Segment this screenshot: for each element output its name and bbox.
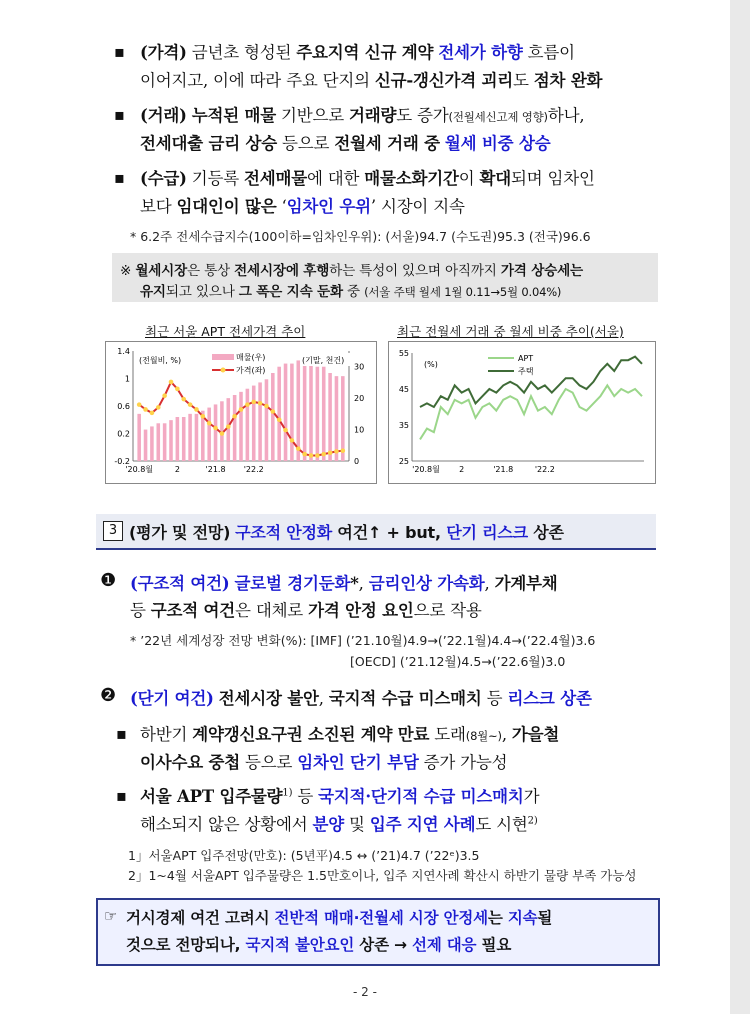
text-run: 기등록 xyxy=(186,169,245,188)
footnote-2: 2」1~4월 서울APT 입주물량은 1.5만호이나, 입주 지연사례 확산시 하반기 물량 부족 가능성 xyxy=(128,868,637,883)
chart1-price-point xyxy=(271,409,276,414)
chart1-bar xyxy=(271,373,275,461)
chart1-bar xyxy=(303,360,307,461)
text-run: 선제 대응 xyxy=(412,936,477,954)
text-run: 금리인상 가속화 xyxy=(368,574,485,593)
text-run: , xyxy=(484,574,495,593)
text-run: ※ xyxy=(120,263,136,279)
text-run: 전세가 하향 xyxy=(438,43,523,62)
chart1-bar xyxy=(188,414,192,461)
text-run: (서울 주택 월세 1월 0.11→5월 0.04%) xyxy=(364,285,562,299)
text-run: 기반으로 xyxy=(276,106,350,125)
text-run: 도 시현 xyxy=(475,815,528,834)
text-run: 신규-갱신가격 괴리 xyxy=(374,71,513,90)
text-run: 임대인이 많은 xyxy=(176,197,277,216)
chart1-bar xyxy=(258,382,262,461)
text-run: 전세매물 xyxy=(244,169,307,188)
text-run: 누적된 매물 xyxy=(191,106,276,125)
text-run: 거시경제 여건 고려시 xyxy=(126,909,275,927)
chart1-bar xyxy=(195,414,199,461)
chart2-title: 최근 전월세 거래 중 월세 비중 추이(서울) xyxy=(397,324,624,339)
item2-sub1-line2 xyxy=(140,749,507,773)
chart1-bar xyxy=(341,376,345,461)
text-run: 으로 작용 xyxy=(413,601,482,620)
chart1-price-point xyxy=(232,414,237,419)
text-run: 전세시장에 후행 xyxy=(234,263,330,279)
text-run: 중 xyxy=(342,284,365,300)
chart1-price-point xyxy=(162,393,167,398)
note-box-line2 xyxy=(140,280,561,300)
chart1-bar xyxy=(144,430,148,461)
text-run: 상존 → xyxy=(354,936,413,954)
chart1-bar xyxy=(335,376,339,461)
text-run: 하는 특성이 있으며 아직까지 xyxy=(329,263,501,279)
text-run: 등 xyxy=(292,787,319,806)
bullet-price-line2 xyxy=(140,67,602,91)
text-run: 전반적 매매·전월세 시장 안정세 xyxy=(274,909,488,927)
text-run: 보다 xyxy=(140,197,177,216)
text-run: 필요 xyxy=(476,936,512,954)
text-run: (구조적 여건) xyxy=(130,574,230,593)
text-run: (거래) xyxy=(140,106,187,125)
chart1-legend-line: 가격(좌) xyxy=(236,366,266,375)
note-box-line1 xyxy=(120,259,583,279)
chart1-price-point xyxy=(258,401,263,406)
text-run: 서울 APT 입주물량 xyxy=(140,787,283,806)
chart1-bar xyxy=(150,426,154,461)
chart1-y-left-tick: 0.2 xyxy=(117,429,130,439)
chart1-price-point xyxy=(181,397,186,402)
bullet-price-line1 xyxy=(140,39,575,63)
text-run: 되며 임차인 xyxy=(511,169,595,188)
chart1-price-point xyxy=(341,448,346,453)
chart1-jeonse-price xyxy=(105,341,377,484)
bullet-marker: ▪ xyxy=(114,105,125,124)
text-run: 은 대체로 xyxy=(235,601,309,620)
bullet-supply-line2 xyxy=(140,193,465,217)
text-run: , xyxy=(358,574,369,593)
chart1-price-point xyxy=(137,402,142,407)
chart1-bar xyxy=(176,417,180,461)
section3-number: 3 xyxy=(103,521,123,541)
chart1-price-point xyxy=(277,417,282,422)
chart1-price-point xyxy=(169,380,174,385)
item2-marker: ❷ xyxy=(100,685,117,706)
text-run: 단기 리스크 xyxy=(446,523,528,542)
text-run: 리스크 상존 xyxy=(507,689,592,708)
chart1-bar xyxy=(316,367,320,461)
text-run: 매물소화기간 xyxy=(364,169,459,188)
chart1-price-point xyxy=(334,449,339,454)
text-run: 하나, xyxy=(547,106,585,125)
chart2-monthly-rent-share xyxy=(388,341,656,484)
chart1-price-point xyxy=(220,431,225,436)
chart2-x-tick: '21.8 xyxy=(493,465,514,474)
text-run: (8월~) xyxy=(465,729,502,743)
chart1-y-left-tick: 1 xyxy=(124,374,130,384)
text-run: 월세 비중 상승 xyxy=(444,134,551,153)
chart1-bar xyxy=(226,398,230,461)
text-run: 입주 지연 사례 xyxy=(369,815,476,834)
item1-growth-note: * ’22년 세계성장 전망 변화(%): [IMF] (’21.10월)4.9→(’22.1월)4.4→(’22.4월)3.6 xyxy=(130,633,596,648)
chart1-price-point xyxy=(315,453,320,458)
text-run: 에 대한 xyxy=(306,169,365,188)
item2-sub2-line1 xyxy=(140,783,539,807)
text-run: 계약갱신요구권 소진된 계약 만료 xyxy=(192,725,430,744)
chart1-y-right-tick: 0 xyxy=(354,457,360,466)
chart1-price-point xyxy=(264,404,269,409)
text-run: 이어지고, 이에 따라 주요 단지의 xyxy=(140,71,375,90)
text-run: 이사수요 중첩 xyxy=(140,753,240,772)
chart1-price-point xyxy=(251,400,256,405)
chart1-y-left-tick: 1.4 xyxy=(117,347,130,356)
chart1-x-tick: '20.8월 xyxy=(125,465,154,474)
text-run: 도 증가 xyxy=(396,106,449,125)
text-run: 월세시장 xyxy=(135,263,188,279)
text-run: 확대 xyxy=(479,169,512,188)
chart1-price-point xyxy=(328,450,333,455)
chart2-x-tick: '22.2 xyxy=(534,465,555,474)
chart1-x-tick: '21.8 xyxy=(205,465,226,474)
bullet-supply-line1 xyxy=(140,165,595,189)
text-run: , xyxy=(318,689,329,708)
chart1-y-left-tick: 0.6 xyxy=(117,402,130,411)
text-run: 되고 있으나 xyxy=(165,284,239,300)
chart1-price-point xyxy=(188,402,193,407)
chart1-y-left-tick: -0.2 xyxy=(114,457,130,466)
text-run: 국지적 불안요인 xyxy=(245,936,355,954)
text-run: 유지 xyxy=(140,284,166,300)
text-run: 여건↑ + but, xyxy=(332,523,447,542)
bullet-transaction-line1 xyxy=(140,102,584,126)
bullet-marker: ▪ xyxy=(114,42,125,61)
text-run: 가계부채 xyxy=(494,574,558,593)
text-run: 도래 xyxy=(429,725,466,744)
text-run: 등으로 xyxy=(277,134,335,153)
text-run: 등 xyxy=(130,601,151,620)
text-run: 주요지역 신규 계약 xyxy=(296,43,434,62)
text-run: (가격) xyxy=(140,43,187,62)
text-run: 전월세 거래 중 xyxy=(334,134,440,153)
text-run: 구조적 여건 xyxy=(150,601,236,620)
conclusion-line1 xyxy=(126,906,552,928)
text-run: 임차인 우위 xyxy=(286,197,371,216)
bullet-transaction-line2 xyxy=(140,130,550,154)
chart2-y-tick: 45 xyxy=(398,385,409,394)
supply-index-note: * 6.2주 전세수급지수(100이하=임차인우위): (서울)94.7 (수도권)95.3 (전국)96.6 xyxy=(130,229,591,244)
text-run: ’ 시장이 지속 xyxy=(370,197,465,216)
chart1-price-point xyxy=(175,387,180,392)
chart1-price-point xyxy=(309,453,314,458)
chart1-price-point xyxy=(302,452,307,457)
text-run: 국지적 수급 미스매치 xyxy=(328,689,482,708)
text-run: 임차인 단기 부담 xyxy=(297,753,419,772)
chart1-unit-right: (기말, 천건) xyxy=(302,356,345,365)
text-run: * xyxy=(350,574,359,593)
text-run: 분양 xyxy=(312,815,345,834)
text-run: 그 폭은 지속 둔화 xyxy=(238,284,343,300)
text-run: 하반기 xyxy=(140,725,193,744)
text-run: (전월세신고제 영향) xyxy=(448,110,548,124)
chart2-y-tick: 35 xyxy=(398,421,409,430)
text-run: 1) xyxy=(282,787,293,799)
text-run: 점차 완화 xyxy=(533,71,603,90)
bullet-marker: ▪ xyxy=(116,786,127,805)
chart1-price-point xyxy=(156,405,161,410)
text-run: 흐름이 xyxy=(522,43,575,62)
chart1-bar xyxy=(182,417,186,461)
text-run: 국지적·단기적 수급 미스매치 xyxy=(318,787,524,806)
item2-sub2-line2 xyxy=(140,811,538,835)
chart1-bar xyxy=(252,386,256,461)
viewer-background xyxy=(730,0,750,1014)
text-run: 가격 상승세는 xyxy=(500,263,583,279)
chart1-y-right-tick: 10 xyxy=(354,425,365,435)
chart1-bar xyxy=(284,364,288,461)
bullet-marker: ▪ xyxy=(114,168,125,187)
chart1-legend-bar-swatch xyxy=(212,354,234,360)
chart1-bar xyxy=(322,367,326,461)
chart1-price-point xyxy=(245,402,250,407)
chart1-y-right-tick: 20 xyxy=(354,394,365,404)
text-run: 등으로 xyxy=(239,753,298,772)
chart1-legend-line-marker xyxy=(221,368,226,373)
chart1-bar xyxy=(156,423,160,461)
chart1-price-point xyxy=(296,446,301,451)
text-run: 는 xyxy=(487,909,508,927)
text-run: 구조적 안정화 xyxy=(235,523,333,542)
text-run: ‘ xyxy=(276,197,287,216)
chart1-title: 최근 서울 APT 전세가격 추이 xyxy=(145,324,306,339)
text-run: 가 xyxy=(523,787,540,806)
chart1-bar xyxy=(214,404,218,461)
chart1-bar xyxy=(290,364,294,461)
chart1-price-point xyxy=(213,426,218,431)
text-run: 지속 xyxy=(507,909,538,927)
chart2-legend-house: 주택 xyxy=(518,367,534,376)
item1-line2 xyxy=(130,597,482,621)
chart1-price-point xyxy=(239,407,244,412)
chart1-price-point xyxy=(207,421,212,426)
chart2-legend-apt: APT xyxy=(518,354,534,363)
chart2-x-tick: 2 xyxy=(459,465,465,474)
chart1-x-tick: 2 xyxy=(174,465,180,474)
text-run: 가격 안정 요인 xyxy=(308,601,414,620)
chart1-bar xyxy=(207,408,211,461)
chart1-price-point xyxy=(150,411,155,416)
pointing-hand-icon: ☞ xyxy=(104,907,118,925)
chart1-bar xyxy=(233,395,237,461)
conclusion-line2 xyxy=(126,933,511,955)
item1-oecd-note: [OECD] (’21.12월)4.5→(’22.6월)3.0 xyxy=(350,654,566,669)
item2-sub1-line1 xyxy=(140,721,559,745)
chart1-y-right-tick: 30 xyxy=(354,362,365,372)
chart2-unit: (%) xyxy=(424,360,438,369)
text-run: 글로벌 경기둔화 xyxy=(234,574,351,593)
chart1-price-point xyxy=(201,414,206,419)
chart1-price-point xyxy=(290,438,295,443)
text-run: 이 xyxy=(458,169,480,188)
chart1-bar xyxy=(137,414,141,461)
chart1-bar xyxy=(309,364,313,461)
chart1-unit-left: (전월비, %) xyxy=(139,356,182,365)
text-run: (수급) xyxy=(140,169,187,188)
chart1-bar xyxy=(328,373,332,461)
text-run: 것으로 전망되나, xyxy=(126,936,246,954)
text-run: 증가 가능성 xyxy=(418,753,508,772)
text-run: 가을철 xyxy=(511,725,560,744)
text-run: 및 xyxy=(344,815,370,834)
chart1-bar xyxy=(277,367,281,461)
page-number: - 2 - xyxy=(353,985,377,999)
item1-line1 xyxy=(130,570,558,594)
chart2-x-tick: '20.8월 xyxy=(412,465,440,474)
chart2-y-tick: 55 xyxy=(398,349,409,358)
item1-marker: ❶ xyxy=(100,570,117,591)
chart1-price-point xyxy=(226,424,231,429)
footnote-1: 1」서울APT 입주전망(만호): (5년平)4.5 ↔ (’21)4.7 (’22ᵉ)3.5 xyxy=(128,848,480,863)
chart1-legend-bar: 매물(우) xyxy=(236,353,266,362)
text-run: 거래량 xyxy=(349,106,397,125)
chart1-price-point xyxy=(321,452,326,457)
text-run: 전세대출 금리 상승 xyxy=(140,134,278,153)
text-run: , xyxy=(501,725,512,744)
chart1-bar xyxy=(163,423,167,461)
section3-title xyxy=(129,520,564,543)
text-run: 도 xyxy=(513,71,534,90)
chart1-bar xyxy=(246,389,250,461)
chart1-x-tick: '22.2 xyxy=(243,465,264,474)
text-run: 금년초 형성된 xyxy=(186,43,297,62)
text-run: 은 통상 xyxy=(187,263,235,279)
text-run: 등 xyxy=(481,689,508,708)
item2-line1 xyxy=(130,685,592,709)
text-run: 상존 xyxy=(527,523,564,542)
text-run: (평가 및 전망) xyxy=(129,523,231,542)
text-run: 해소되지 않은 상황에서 xyxy=(140,815,313,834)
chart2-y-tick: 25 xyxy=(398,457,409,466)
chart1-bar xyxy=(169,420,173,461)
chart1-price-point xyxy=(194,407,199,412)
chart1-bar xyxy=(265,379,269,461)
chart1-bar xyxy=(239,392,243,461)
chart1-price-point xyxy=(143,407,148,412)
text-run: 2) xyxy=(527,815,538,827)
chart1-price-point xyxy=(283,428,288,433)
bullet-marker: ▪ xyxy=(116,724,127,743)
text-run: (단기 여건) xyxy=(130,689,214,708)
text-run: 될 xyxy=(537,909,553,927)
text-run: 전세시장 불안 xyxy=(218,689,319,708)
